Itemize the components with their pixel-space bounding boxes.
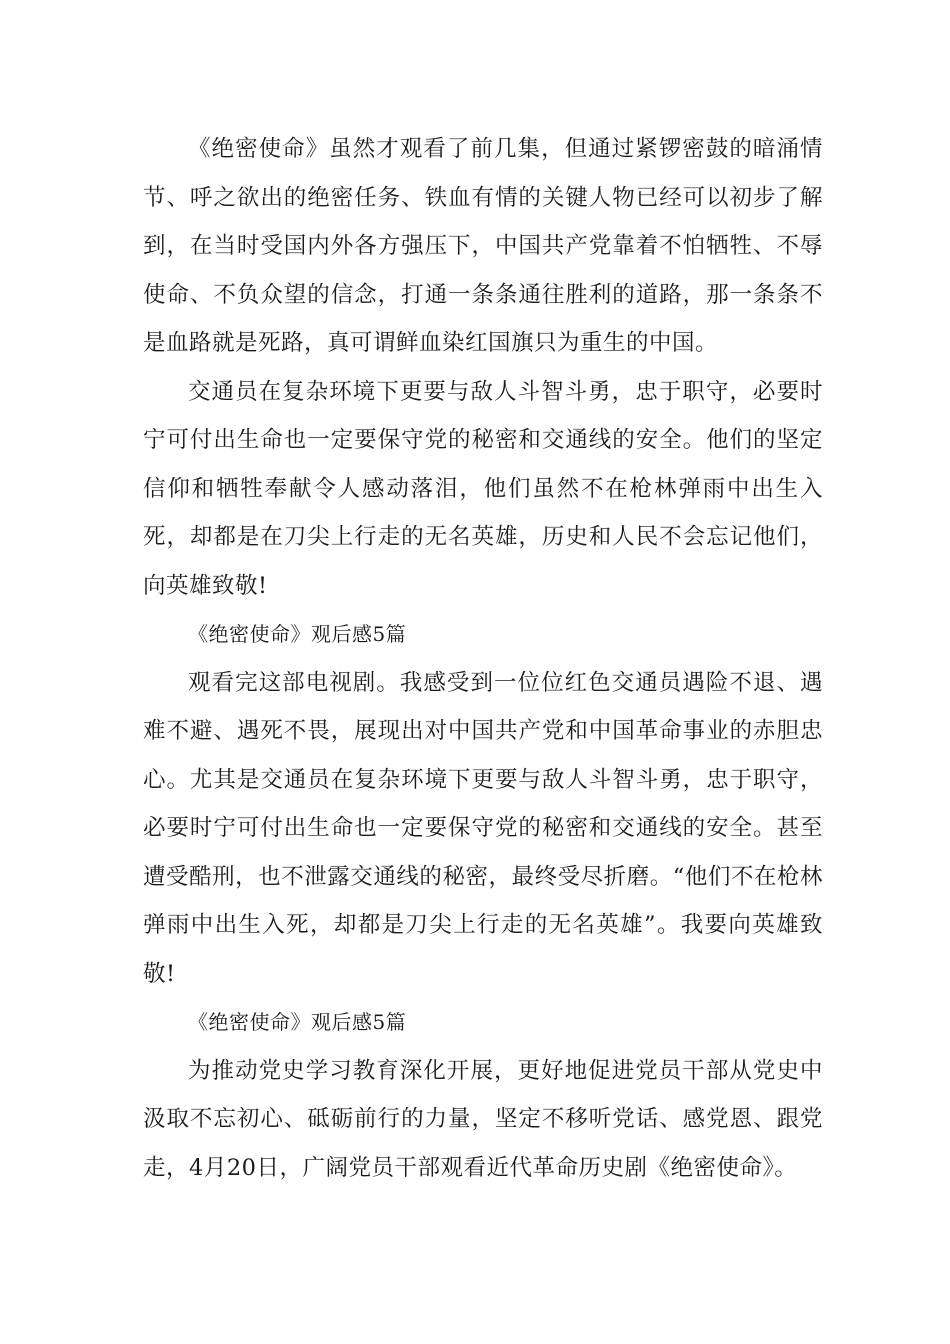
paragraph-1: 《绝密使命》虽然才观看了前几集，但通过紧锣密鼓的暗涌情节、呼之欲出的绝密任务、铁血有情的关键人物已经可以初步了解到，在当时受国内外各方强压下，中国共产党靠着不怕牺牲、不辱使命、不负众望的信念，打通一条条通往胜利的道路，那一条条不是血路就是死路，真可谓鲜血染红国旗只为重生的中国。: [143, 136, 823, 356]
paragraph-4: 为推动党史学习教育深化开展，更好地促进党员干部从党史中汲取不忘初心、砥砺前行的力量，坚定不移听党话、感党恩、跟党走，4月20日，广阔党员干部观看近代革命历史剧《绝密使命》。: [143, 1057, 823, 1181]
section-heading-2: 《绝密使命》观后感5篇: [188, 1010, 407, 1034]
paragraph-2: 交通员在复杂环境下更要与敌人斗智斗勇，忠于职守，必要时宁可付出生命也一定要保守党的秘密和交通线的安全。他们的坚定信仰和牺牲奉献令人感动落泪，他们虽然不在枪林弹雨中出生入死，却都是在刀尖上行走的无名英雄，历史和人民不会忘记他们，向英雄致敬!: [143, 378, 823, 599]
paragraph-3: 观看完这部电视剧。我感受到一位位红色交通员遇险不退、遇难不避、遇死不畏，展现出对中国共产党和中国革命事业的赤胆忠心。尤其是交通员在复杂环境下更要与敌人斗智斗勇，忠于职守，必要时宁可付出生命也一定要保守党的秘密和交通线的安全。甚至遭受酷刑，也不泄露交通线的秘密，最终受尽折磨。“他们不在枪林弹雨中出生入死，却都是刀尖上行走的无名英雄”。我要向英雄致敬!: [143, 669, 823, 987]
section-heading-1: 《绝密使命》观后感5篇: [188, 622, 407, 646]
document-body: [143, 125, 823, 1192]
